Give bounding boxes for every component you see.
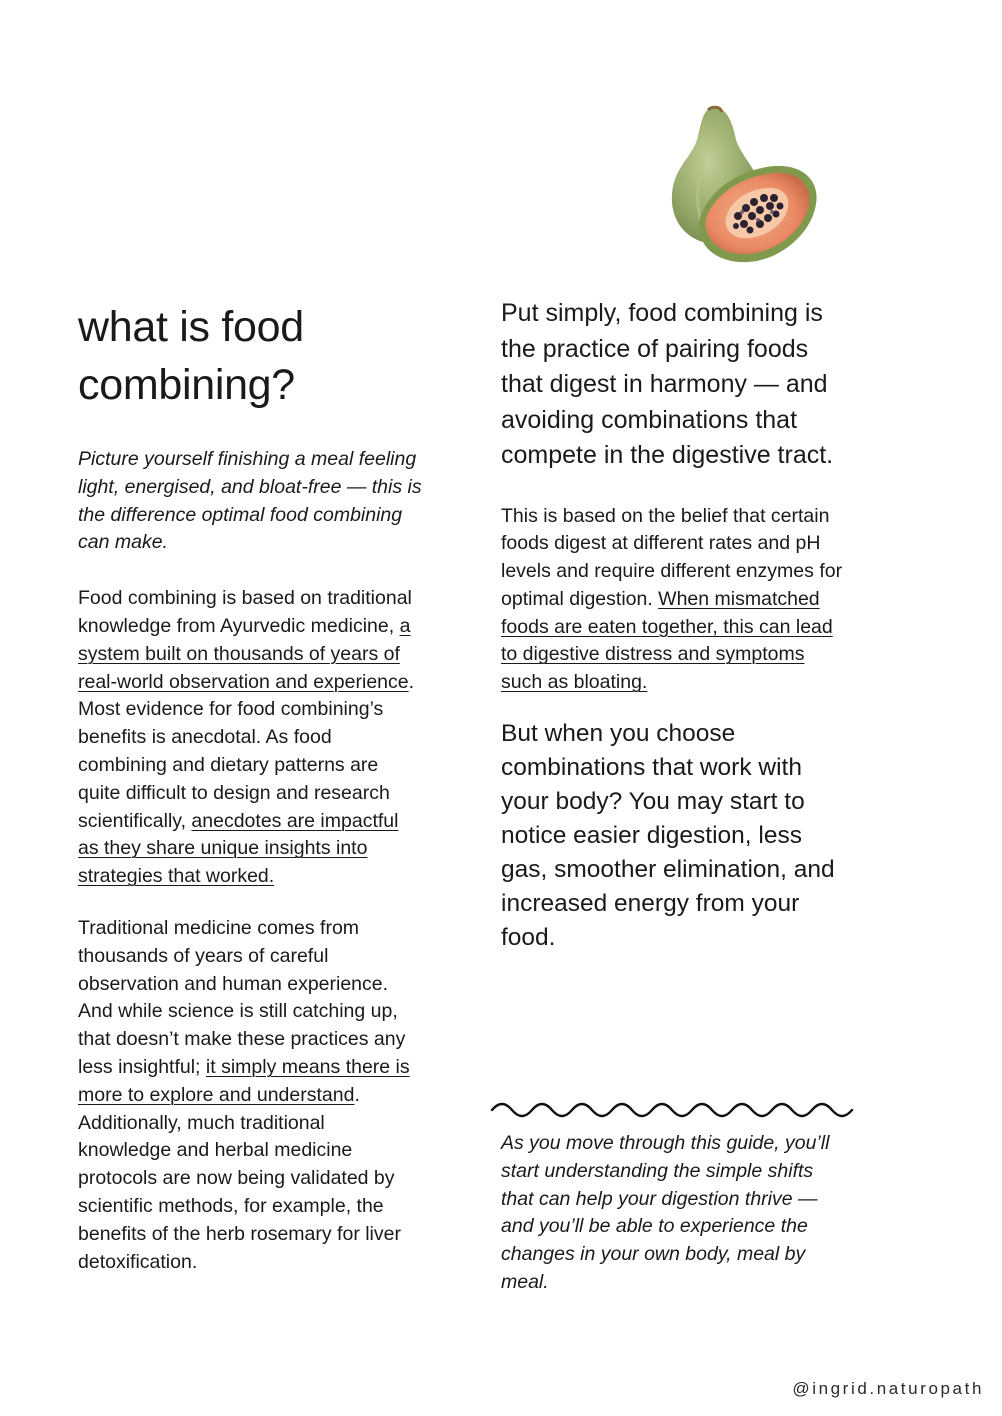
closing-note: As you move through this guide, you’ll start understanding the simple shifts that can help your digestion thrive — and you’ll be able to experience the changes in your own body, meal by meal. bbox=[501, 1132, 830, 1293]
right-column bbox=[501, 296, 851, 955]
traditional-medicine-paragraph: Traditional medicine comes from thousands of years of careful observation and human experience. And while science is still catching up, that doesn’t make these practices any less insightful; it simply means there is more to explore and understand. Additionally, much traditional knowledge and herbal medicine protocols are now being validated by scientific methods, for example, the benefits of the herb rosemary for liver detoxification. bbox=[78, 916, 410, 1273]
left-column bbox=[78, 298, 423, 1276]
page-title: what is food combining? bbox=[78, 303, 304, 409]
intro-paragraph: Picture yourself finishing a meal feeling light, energised, and bloat-free — this is the difference optimal food combining can make. bbox=[78, 448, 422, 554]
social-handle: @ingrid.naturopath bbox=[792, 1379, 984, 1398]
wave-divider bbox=[490, 1098, 854, 1120]
belief-paragraph: This is based on the belief that certain foods digest at different rates and pH levels and require different enzymes for optimal digestion. When mismatched foods are eaten together, this can lead to digestive distress and symptoms such as bloating. bbox=[501, 504, 843, 694]
ayurvedic-paragraph: Food combining is based on traditional knowledge from Ayurvedic medicine, a system built on thousands of years of real-world observation and experience. Most evidence for food combining’s benefits is anecdotal. As food combining and dietary patterns are quite difficult to design and research scientifically, anecdotes are impactful as they share unique insights into strategies that worked. bbox=[78, 587, 415, 888]
benefits-lead: But when you choose combinations that work with your body? You may start to notice easier digestion, less gas, smoother elimination, and increased energy from your food. bbox=[501, 720, 835, 952]
papaya-icon bbox=[664, 100, 824, 268]
definition-lead: Put simply, food combining is the practice of pairing foods that digest in harmony — and avoiding combinations that compete in the digestive tract. bbox=[501, 299, 834, 469]
